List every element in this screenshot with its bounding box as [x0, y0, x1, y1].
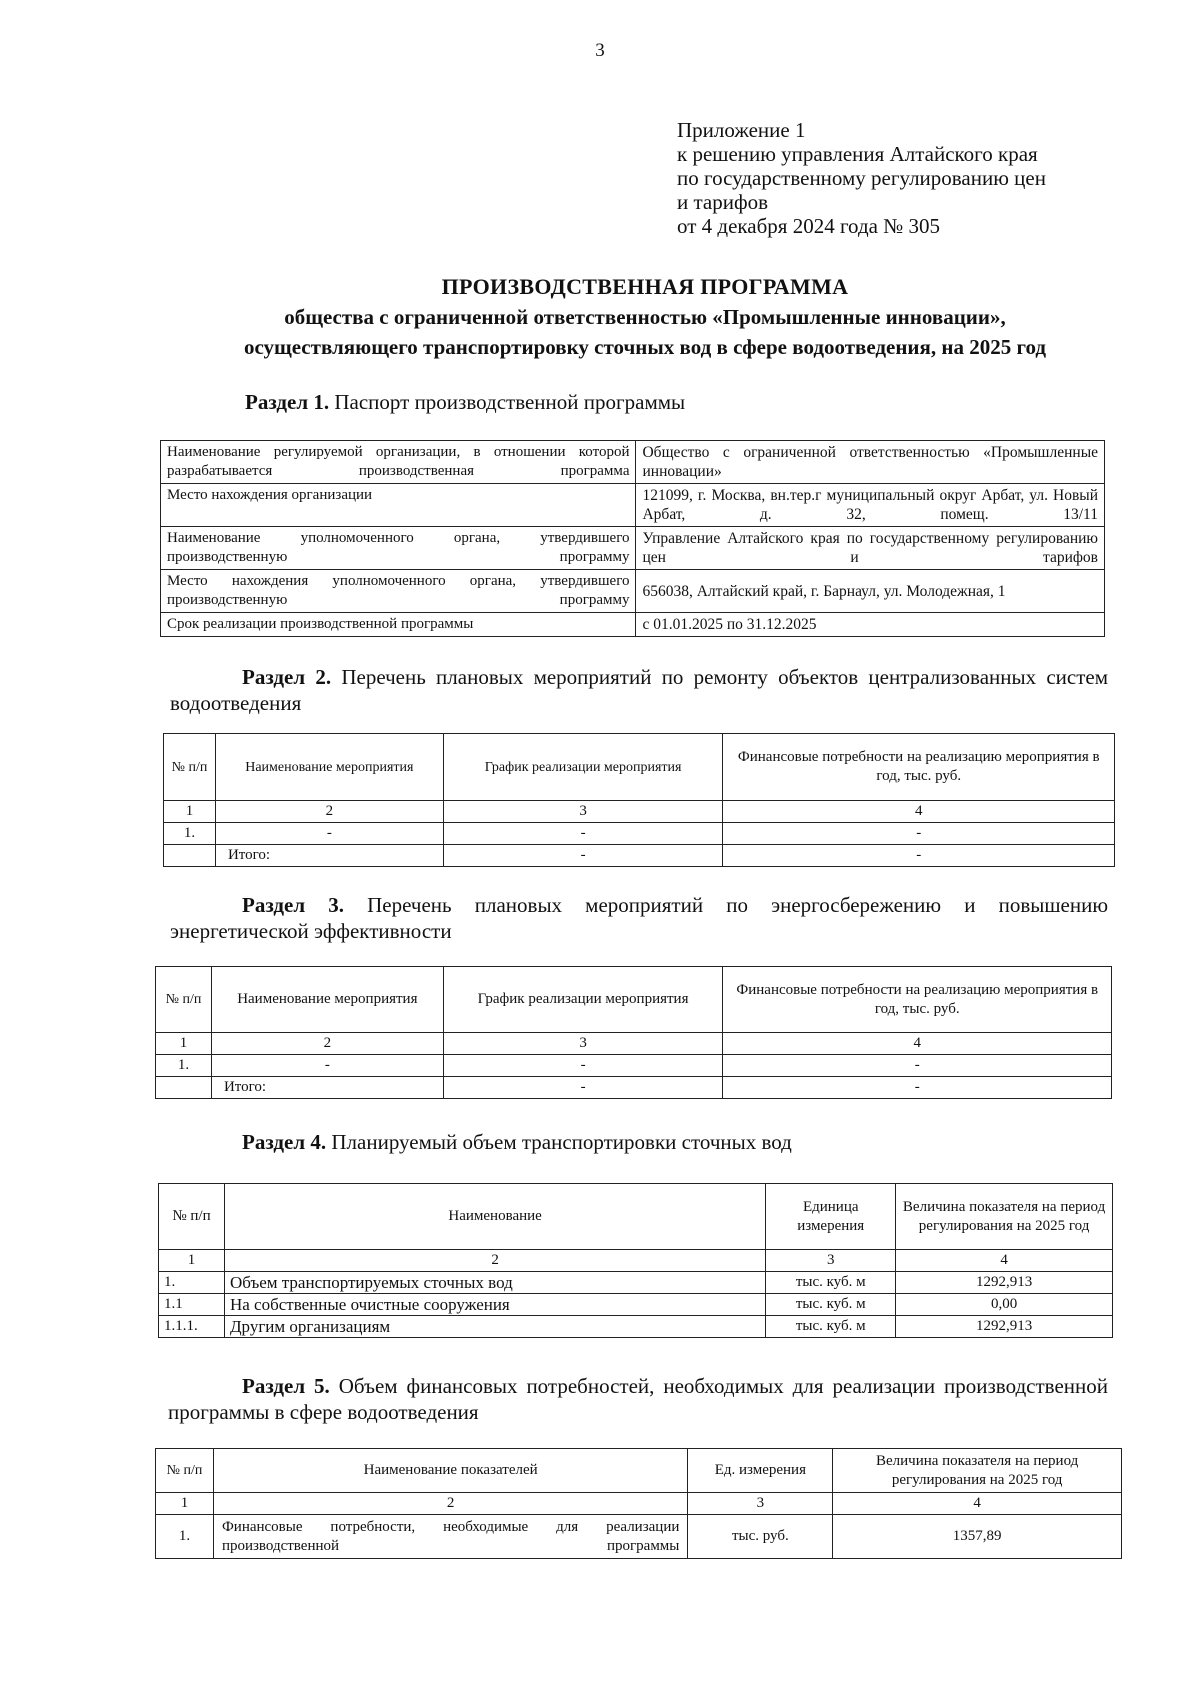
table-header-row [156, 967, 1112, 1033]
table-row [159, 1250, 1113, 1272]
section1-label: Раздел 1. [245, 390, 330, 414]
section5-heading [168, 1373, 1108, 1425]
table-header-row [156, 1449, 1122, 1493]
table-cell: 4 [723, 801, 1115, 823]
table-row [164, 823, 1115, 845]
table-cell: с 01.01.2025 по 31.12.2025 [636, 613, 1105, 637]
header-cell: Величина показателя на период регулирования на 2025 год [833, 1449, 1122, 1493]
table-cell: - [723, 1077, 1112, 1099]
section4-label: Раздел 4. [242, 1130, 327, 1154]
table-cell: Управление Алтайского края по государственному регулированию цен и тарифов [636, 527, 1105, 570]
table-cell: 3 [443, 1033, 723, 1055]
table-cell: Наименование уполномоченного органа, утвердившего производственную программу [161, 527, 636, 570]
table-cell: - [443, 1055, 723, 1077]
section5-label: Раздел 5. [242, 1374, 330, 1398]
table-cell: 2 [215, 801, 443, 823]
appendix-line: к решению управления Алтайского края [677, 142, 1038, 166]
table-cell: 1. [164, 823, 216, 845]
table-cell: Другим организациям [224, 1316, 765, 1338]
table-cell: 121099, г. Москва, вн.тер.г муниципальный округ Арбат, ул. Новый Арбат, д. 32, помещ. 13/11 [636, 484, 1105, 527]
table-total-row [164, 845, 1115, 867]
table-cell: 1. [156, 1515, 214, 1559]
appendix-line: и тарифов [677, 190, 769, 214]
table-cell: Место нахождения уполномоченного органа, утвердившего производственную программу [161, 570, 636, 613]
table-cell: Срок реализации производственной программы [161, 613, 636, 637]
table-cell: - [443, 845, 723, 867]
table-row [161, 613, 1105, 637]
table-cell [164, 845, 216, 867]
appendix-line: от 4 декабря 2024 года № 305 [677, 214, 940, 238]
table-cell: Общество с ограниченной ответственностью «Промышленные инновации» [636, 441, 1105, 484]
appendix-block [677, 118, 1046, 238]
section4-heading [242, 1129, 792, 1155]
table-row [161, 527, 1105, 570]
repair-measures-table [163, 733, 1115, 867]
table-cell: 656038, Алтайский край, г. Барнаул, ул. Молодежная, 1 [636, 570, 1105, 613]
table-cell: - [723, 845, 1115, 867]
table-cell: Финансовые потребности, необходимые для реализации производственной программы [213, 1515, 687, 1559]
section5-title: Объем финансовых потребностей, необходимых для реализации производственной программы в сфере водоотведения [168, 1374, 1108, 1424]
title-main: ПРОИЗВОДСТВЕННАЯ ПРОГРАММА [441, 274, 849, 299]
table-cell: - [211, 1055, 443, 1077]
table-cell: 4 [896, 1250, 1113, 1272]
table-cell: 1357,89 [833, 1515, 1122, 1559]
table-row [156, 1033, 1112, 1055]
header-cell: Финансовые потребности на реализацию мероприятия в год, тыс. руб. [723, 967, 1112, 1033]
table-row [156, 1493, 1122, 1515]
table-cell: 1 [156, 1033, 212, 1055]
table-cell: 1. [156, 1055, 212, 1077]
table-cell: 0,00 [896, 1294, 1113, 1316]
table-cell: Итого: [211, 1077, 443, 1099]
table-cell: 1.1 [159, 1294, 225, 1316]
table-cell: 1 [164, 801, 216, 823]
appendix-line: Приложение 1 [677, 118, 806, 142]
section2-label: Раздел 2. [242, 665, 332, 689]
energy-measures-table [155, 966, 1112, 1099]
title-line: осуществляющего транспортировку сточных вод в сфере водоотведения, на 2025 год [243, 335, 1047, 359]
header-cell: Величина показателя на период регулирования на 2025 год [896, 1184, 1113, 1250]
table-cell: На собственные очистные сооружения [224, 1294, 765, 1316]
table-cell: 3 [766, 1250, 896, 1272]
table-cell: - [215, 823, 443, 845]
table-row [159, 1294, 1113, 1316]
table-cell: 1 [159, 1250, 225, 1272]
table-cell: 3 [688, 1493, 833, 1515]
header-cell: № п/п [164, 734, 216, 801]
table-cell: 2 [224, 1250, 765, 1272]
header-cell: График реализации мероприятия [443, 967, 723, 1033]
section4-title: Планируемый объем транспортировки сточных вод [331, 1130, 792, 1154]
header-cell: Единица измерения [766, 1184, 896, 1250]
table-cell: 1292,913 [896, 1316, 1113, 1338]
document-title [160, 272, 1130, 362]
table-row [159, 1316, 1113, 1338]
header-cell: Финансовые потребности на реализацию мероприятия в год, тыс. руб. [723, 734, 1115, 801]
header-cell: Наименование [224, 1184, 765, 1250]
table-header-row [164, 734, 1115, 801]
table-row [156, 1055, 1112, 1077]
section3-heading [170, 892, 1108, 944]
page-number: 3 [595, 40, 605, 61]
header-cell: Наименование мероприятия [211, 967, 443, 1033]
table-cell: тыс. куб. м [766, 1294, 896, 1316]
table-cell: Наименование регулируемой организации, в отношении которой разрабатывается производственная программа [161, 441, 636, 484]
section1-title: Паспорт производственной программы [334, 390, 686, 414]
header-cell: № п/п [156, 967, 212, 1033]
header-cell: Наименование показателей [213, 1449, 687, 1493]
section2-heading [170, 664, 1108, 716]
table-row [164, 801, 1115, 823]
passport-table [160, 440, 1105, 637]
table-cell: - [723, 1055, 1112, 1077]
table-row [161, 441, 1105, 484]
appendix-line: по государственному регулированию цен [677, 166, 1046, 190]
header-cell: № п/п [156, 1449, 214, 1493]
table-cell: 4 [723, 1033, 1112, 1055]
section2-title: Перечень плановых мероприятий по ремонту объектов централизованных систем водоотведения [170, 665, 1108, 715]
header-cell: Наименование мероприятия [215, 734, 443, 801]
table-row [156, 1515, 1122, 1559]
title-line: общества с ограниченной ответственностью «Промышленные инновации», [284, 305, 1006, 329]
table-cell: Место нахождения организации [161, 484, 636, 527]
table-cell: 2 [213, 1493, 687, 1515]
table-cell: 3 [443, 801, 723, 823]
financial-needs-table [155, 1448, 1122, 1559]
table-cell: тыс. куб. м [766, 1316, 896, 1338]
table-row [159, 1272, 1113, 1294]
table-cell: тыс. куб. м [766, 1272, 896, 1294]
table-cell: - [443, 823, 723, 845]
table-total-row [156, 1077, 1112, 1099]
section3-title: Перечень плановых мероприятий по энергосбережению и повышению энергетической эффективности [170, 893, 1109, 943]
table-cell: 4 [833, 1493, 1122, 1515]
header-cell: Ед. измерения [688, 1449, 833, 1493]
table-cell: тыс. руб. [688, 1515, 833, 1559]
header-cell: № п/п [159, 1184, 225, 1250]
table-cell: 2 [211, 1033, 443, 1055]
section3-label: Раздел 3. [242, 893, 344, 917]
table-cell: - [443, 1077, 723, 1099]
table-row [161, 484, 1105, 527]
header-cell: График реализации мероприятия [443, 734, 723, 801]
table-cell: Итого: [215, 845, 443, 867]
table-cell: 1. [159, 1272, 225, 1294]
table-cell [156, 1077, 212, 1099]
table-cell: 1 [156, 1493, 214, 1515]
table-cell: 1.1.1. [159, 1316, 225, 1338]
table-cell: - [723, 823, 1115, 845]
table-cell: Объем транспортируемых сточных вод [224, 1272, 765, 1294]
section1-heading [245, 389, 685, 415]
table-row [161, 570, 1105, 613]
transport-volume-table [158, 1183, 1113, 1338]
table-cell: 1292,913 [896, 1272, 1113, 1294]
table-header-row [159, 1184, 1113, 1250]
